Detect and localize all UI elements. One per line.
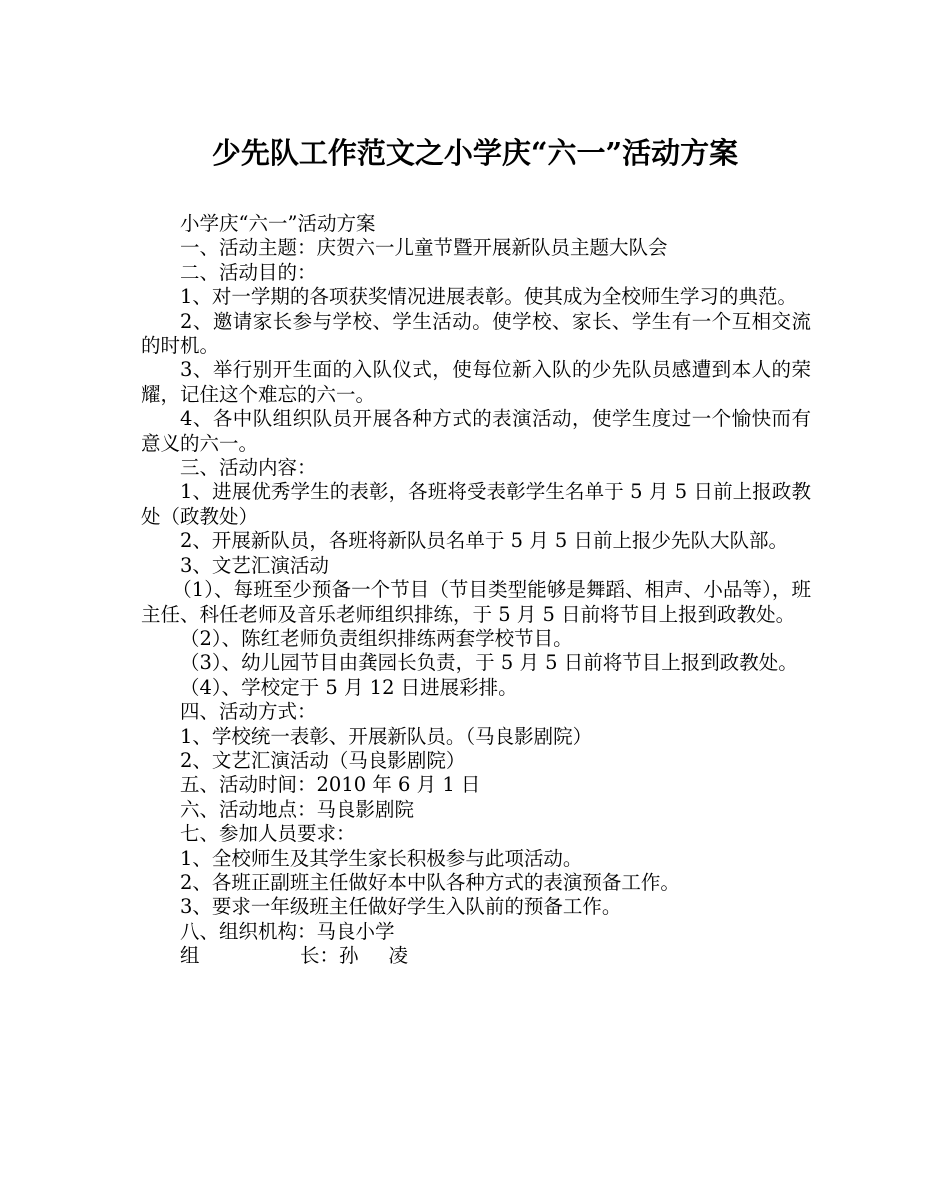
paragraph: 八、组织机构：马良小学 bbox=[180, 919, 395, 943]
paragraph: 1、全校师生及其学生家长积极参与此项活动。 bbox=[180, 846, 583, 870]
paragraph: （4）、学校定于 5 月 12 日进展彩排。 bbox=[180, 675, 518, 699]
document-body bbox=[141, 212, 811, 969]
paragraph: 2、各班正副班主任做好本中队各种方式的表演预备工作。 bbox=[180, 870, 680, 894]
paragraph: 3、要求一年级班主任做好学生入队前的预备工作。 bbox=[180, 895, 622, 919]
leader-role-label-a: 组 bbox=[180, 944, 200, 968]
paragraph: 2、邀请家长参与学校、学生活动。使学校、家长、学生有一个互相交流的时机。 bbox=[141, 309, 811, 358]
paragraph: 四、活动方式： bbox=[180, 700, 317, 724]
paragraph: 2、开展新队员，各班将新队员名单于 5 月 5 日前上报少先队大队部。 bbox=[180, 529, 789, 553]
paragraph: 六、活动地点：马良影剧院 bbox=[180, 797, 415, 821]
paragraph: 二、活动目的： bbox=[180, 260, 317, 284]
paragraph: 3、举行别开生面的入队仪式，使每位新入队的少先队员感遭到本人的荣耀，记住这个难忘的六一。 bbox=[141, 358, 811, 406]
paragraph: （3）、幼儿园节目由龚园长负责，于 5 月 5 日前将节目上报到政教处。 bbox=[180, 651, 798, 675]
paragraph: 2、文艺汇演活动（马良影剧院） bbox=[180, 748, 466, 772]
paragraph: 五、活动时间：2010 年 6 月 1 日 bbox=[180, 773, 481, 797]
document-title: 少先队工作范文之小学庆“六一”活动方案 bbox=[211, 136, 739, 170]
paragraph: （2）、陈红老师负责组织排练两套学校节目。 bbox=[180, 626, 573, 650]
paragraph: 1、学校统一表彰、开展新队员。（马良影剧院） bbox=[180, 724, 593, 748]
paragraph: 一、活动主题：庆贺六一儿童节暨开展新队员主题大队会 bbox=[180, 236, 668, 260]
leader-name-tail: 凌 bbox=[388, 944, 409, 968]
paragraph: 1、对一学期的各项获奖情况进展表彰。使其成为全校师生学习的典范。 bbox=[180, 285, 797, 309]
paragraph: 小学庆“六一”活动方案 bbox=[180, 212, 376, 235]
organization-leader-line bbox=[141, 944, 811, 968]
paragraph: （1）、每班至少预备一个节目（节目类型能够是舞蹈、相声、小品等），班主任、科任老师及音乐老师组织排练，于 5 月 5 日前将节目上报到政教处。 bbox=[141, 578, 811, 626]
paragraph: 三、活动内容： bbox=[180, 456, 317, 480]
paragraph: 4、各中队组织队员开展各种方式的表演活动，使学生度过一个愉快而有意义的六一。 bbox=[141, 407, 811, 455]
leader-role-label-b: 长：孙 bbox=[300, 944, 359, 968]
paragraph: 1、进展优秀学生的表彰，各班将受表彰学生名单于 5 月 5 日前上报政教处（政教处） bbox=[141, 480, 811, 528]
paragraph: 七、参加人员要求： bbox=[180, 822, 356, 846]
paragraph: 3、文艺汇演活动 bbox=[180, 553, 329, 577]
